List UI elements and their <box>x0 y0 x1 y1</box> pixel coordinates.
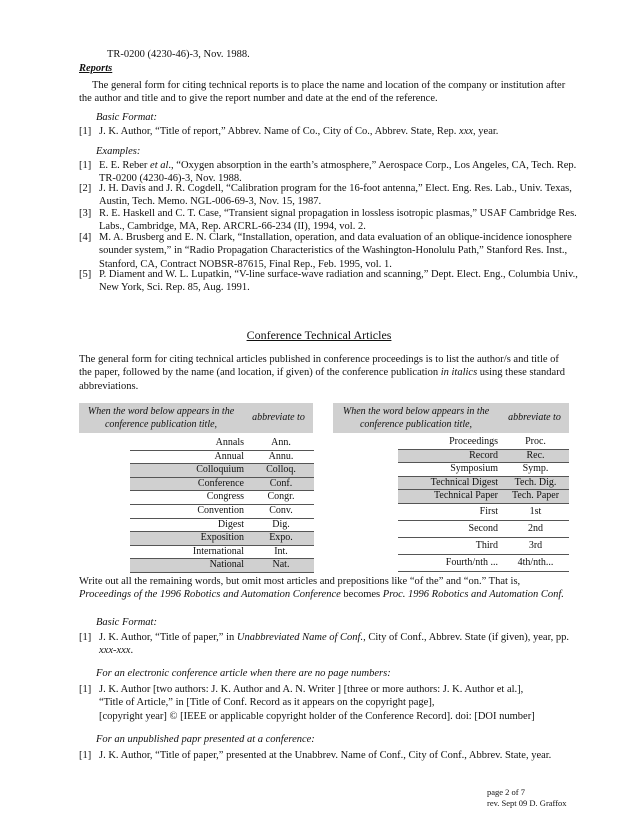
header-word-column: When the word below appears in the conference publication title, <box>87 406 235 430</box>
right-table-header <box>333 403 569 433</box>
table-row: Annual Annu. <box>130 450 314 464</box>
page-footer <box>487 787 567 808</box>
table-row: Symposium Symp. <box>398 463 569 477</box>
unpublished-paper-reference: [1] J. K. Author, “Title of paper,” presented at the Unabbrev. Name of Conf., City of Conf., Abbrev. State, year. <box>79 750 552 761</box>
table-row: Record Rec. <box>398 449 569 463</box>
electronic-article-label: For an electronic conference article when there are no page numbers: <box>96 668 391 679</box>
conference-basic-format-reference: [1] J. K. Author, “Title of paper,” in Unabbreviated Name of Conf., City of Conf., Abbrev. State (if given), year, pp. xxx-xxx. <box>79 632 570 657</box>
reports-example-4: [4] M. A. Brusberg and E. N. Clark, “Installation, operation, and data evaluation of an oblique-incidence ionosphere sounder system,” in “Radio Propagation Characteristics of the Washington-Honolulu Path,” Stanford Res. Inst., Stanford, CA, Contract NOBSR-87615, Final Rep., Feb. 1995, vol. 1. <box>79 232 572 270</box>
conference-section-title: Conference Technical Articles <box>246 328 392 342</box>
table-row: International Int. <box>130 545 314 559</box>
table-row: Proceedings Proc. <box>398 436 569 449</box>
reports-intro: The general form for citing technical reports is to place the name and location of the company or institution after the author and title and to give the report number and date at the end of the reference. <box>79 80 566 105</box>
reports-heading: Reports <box>79 63 113 74</box>
table-row: Exposition Expo. <box>130 532 314 546</box>
write-out-rule: Write out all the remaining words, but omit most articles and prepositions like “of the” and “on.” That is, Proceedings of the 1996 Robotics and Automation Conference becomes Proc. 1996 Robotics and Automation Conf. <box>79 576 564 601</box>
unpublished-paper-label: For an unpublished papr presented at a conference: <box>96 734 315 745</box>
electronic-article-reference: [1] J. K. Author [two authors: J. K. Author and A. N. Writer ] [three or more authors: J. K. Author et al.], “Title of Article,” in [Title of Conf. Record as it appears on the copyright page], [copyright year] © [IEEE or applicable copyright holder of the Conference Record]. doi: [DOI number] <box>79 684 535 722</box>
table-row: Second 2nd <box>398 520 569 537</box>
table-row: Congress Congr. <box>130 491 314 505</box>
left-table-header <box>79 403 313 433</box>
reports-example-2: [2] J. H. Davis and J. R. Cogdell, “Calibration program for the 16-foot antenna,” Elect. Eng. Res. Lab., Univ. Texas, Austin, Tech. Memo. NGL-006-69-3, Nov. 15, 1987. <box>79 183 572 208</box>
header-abbr-column: abbreviate to <box>252 412 305 423</box>
conference-basic-format-label: Basic Format: <box>96 617 157 628</box>
revision-note: rev. Sept 09 D. Graffox <box>487 797 567 808</box>
table-row: Digest Dig. <box>130 518 314 532</box>
table-row: Conference Conf. <box>130 477 314 491</box>
table-row: Annals Ann. <box>130 437 314 450</box>
reports-example-3: [3] R. E. Haskell and C. T. Case, “Transient signal propagation in lossless isotropic plasmas,” USAF Cambridge Res. Labs., Cambridge, MA, Rep. ARCRL-66-234 (II), 1994, vol. 2. <box>79 208 577 233</box>
page-number: page 2 of 7 <box>487 787 526 797</box>
reference-number: [1] <box>79 126 92 137</box>
table-row: National Nat. <box>130 559 314 573</box>
table-row: Fourth/nth ... 4th/nth... <box>398 554 569 571</box>
header-word-column: When the word below appears in the conference publication title, <box>342 406 490 430</box>
table-row: Technical Digest Tech. Dig. <box>398 476 569 490</box>
reports-example-5: [5] P. Diament and W. L. Lupatkin, “V-line surface-wave radiation and scanning,” Dept. Elect. Eng., Columbia Univ., New York, Sci. Rep. 85, Aug. 1991. <box>79 269 578 294</box>
reports-basic-format-label: Basic Format: <box>96 112 157 123</box>
conference-intro: The general form for citing technical articles published in conference proceedings is to list the author/s and title of the paper, followed by the name (and location, if given) of the conference publication in italics using these standard abbreviations. <box>79 354 565 392</box>
reports-examples-label: Examples: <box>96 146 141 157</box>
table-row: Colloquium Colloq. <box>130 464 314 478</box>
continued-reference-line: TR-0200 (4230-46)-3, Nov. 1988. <box>107 49 250 60</box>
table-row: Convention Conv. <box>130 504 314 518</box>
table-row: First 1st <box>398 503 569 520</box>
reports-basic-format-reference: [1] J. K. Author, “Title of report,” Abbrev. Name of Co., City of Co., Abbrev. State, Rep. xxx, year. <box>79 126 499 137</box>
table-row: Technical Paper Tech. Paper <box>398 490 569 504</box>
reports-example-1: [1] E. E. Reber et al., “Oxygen absorption in the earth’s atmosphere,” Aerospace Corp., Los Angeles, CA, Tech. Rep. TR-0200 (4230-46)-3, Nov. 1988. <box>79 160 577 185</box>
table-row: Third 3rd <box>398 537 569 554</box>
right-abbreviation-table <box>398 436 569 572</box>
header-abbr-column: abbreviate to <box>508 412 561 423</box>
left-abbreviation-table <box>130 437 314 573</box>
